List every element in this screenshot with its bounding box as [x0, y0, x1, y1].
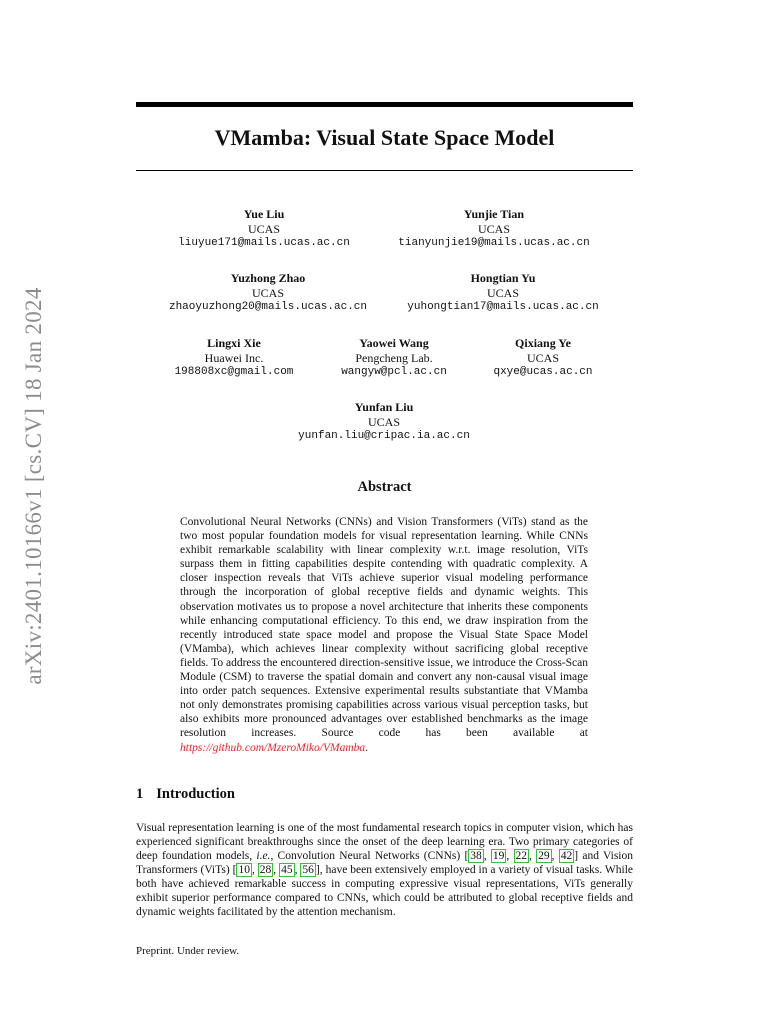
abstract-text: Convolutional Neural Networks (CNNs) and Vision Transformers (ViTs) stand as the two most popular foundation models for visual representation learning. While CNNs exhibit remarkable scalability with linear complexity w.r.t. image resolution, ViTs surpass them in fitting capabilities despite contending with quadratic complexity. A closer inspection reveals that ViTs achieve superior visual modeling performance through the incorporation of global receptive fields and dynamic weights. This observation motivates us to propose a novel architecture that inherits these components while enhancing computational efficiency. To this end, we draw inspiration from the recently introduced state space model and propose the Visual State Space Model (VMamba), which achieves linear complexity without sacrificing global receptive fields. To address the encountered direction-sensitive issue, we introduce the Cross-Scan Module (CSM) to traverse the spatial domain and convert any non-causal visual image into order patch sequences. Extensive experimental results substantiate that VMamba not only demonstrates promising capabilities across various visual perception tasks, but also exhibits more pronounced advantages over established benchmarks as the image resolution increases. Source code has been available at: [180, 516, 588, 740]
author-email[interactable]: yunfan.liu@cripac.ia.ac.cn: [298, 430, 470, 442]
author-block: [164, 336, 304, 380]
author-name: Lingxi Xie: [207, 336, 261, 350]
author-email[interactable]: yuhongtian17@mails.ucas.ac.cn: [407, 301, 599, 313]
intro-text: , Convolution Neural Networks (CNNs): [270, 850, 461, 862]
footer-note: Preprint. Under review.: [136, 945, 240, 957]
author-name: Hongtian Yu: [470, 271, 536, 285]
author-affiliation: UCAS: [477, 221, 510, 236]
citation-ref[interactable]: 22: [515, 850, 528, 862]
abstract-end: .: [365, 741, 369, 754]
intro-text: Visual representation learning is one of the most fundamental research topics in computer vision, which has experienced significant breakthroughs since the onset of the deep learning era. Two primary categories of deep foundation models,: [136, 822, 633, 862]
author-name: Qixiang Ye: [515, 336, 571, 350]
citation-ref[interactable]: 29: [538, 850, 550, 862]
arxiv-id: arXiv:2401.10166v1 [cs.CV] 18 Jan 2024: [21, 287, 46, 685]
author-affiliation: UCAS: [247, 221, 280, 236]
author-name: Yue Liu: [243, 207, 285, 221]
intro-text: and Vision Transformers (ViTs): [136, 850, 633, 876]
author-block: [478, 336, 608, 380]
intro-ie: i.e.: [256, 850, 271, 862]
author-affiliation: UCAS: [367, 414, 400, 429]
section-number: 1: [136, 786, 144, 802]
author-email[interactable]: tianyunjie19@mails.ucas.ac.cn: [398, 237, 590, 249]
abstract-body: [180, 515, 588, 755]
author-name: Yaowei Wang: [359, 336, 429, 350]
section-title: Introduction: [156, 786, 235, 802]
author-block: [393, 271, 613, 315]
author-name: Yuzhong Zhao: [230, 271, 306, 285]
author-block: [158, 271, 378, 315]
author-name: Yunfan Liu: [354, 400, 414, 414]
author-email[interactable]: wangyw@pcl.ac.cn: [341, 366, 447, 378]
author-email[interactable]: 198808xc@gmail.com: [174, 366, 294, 378]
section-heading: [136, 786, 235, 803]
author-affiliation: UCAS: [486, 285, 519, 300]
introduction-paragraph: Visual representation learning is one of the most fundamental research topics in computer vision, which has experienced significant breakthroughs since the onset of the deep learning era. Two primary categories of deep foundation models, i.e., Convolution Neural Networks (CNNs) [ 38 , 19 , 22 , 29 , 42 ] and Vision Transformers (ViTs) [ 10 , 28 , 45 , 56 ], have been extensively employed in a variety of visual tasks. While both have achieved remarkable success in computing expressive visual representations, ViTs generally exhibit superior performance compared to CNNs, which could be attributed to global receptive fields and dynamic weights facilitated by the attention mechanism.: [136, 822, 633, 918]
author-email[interactable]: qxye@ucas.ac.cn: [493, 366, 593, 378]
citation-ref[interactable]: 28: [259, 864, 272, 876]
author-block: [389, 207, 599, 251]
author-affiliation: UCAS: [251, 285, 284, 300]
author-affiliation: UCAS: [526, 350, 559, 365]
citation-ref[interactable]: 19: [492, 850, 505, 862]
author-block: [284, 400, 484, 444]
citation-ref[interactable]: 38: [470, 850, 482, 862]
author-email[interactable]: zhaoyuzhong20@mails.ucas.ac.cn: [168, 301, 368, 313]
paper-title: VMamba: Visual State Space Model: [214, 125, 555, 150]
author-block: [164, 207, 364, 251]
title-rule-bottom: [136, 170, 633, 171]
intro-text: , have been extensively employed in a variety of visual tasks. While both have achieved remarkable success in computing expressive visual representations, ViTs generally exhibit superior performance compared to CNNs, which could be attributed to global receptive fields and dynamic weights facilitated by the attention mechanism.: [136, 864, 633, 918]
source-code-link[interactable]: https://github.com/MzeroMiko/VMamba: [180, 741, 366, 754]
citation-ref[interactable]: 45: [281, 864, 293, 876]
title-rule-top: [136, 102, 633, 107]
author-email[interactable]: liuyue171@mails.ucas.ac.cn: [178, 237, 350, 249]
author-name: Yunjie Tian: [463, 207, 525, 221]
author-affiliation: Pengcheng Lab.: [355, 350, 433, 365]
author-block: [324, 336, 464, 380]
abstract-heading: Abstract: [357, 479, 412, 495]
citation-ref[interactable]: 56: [302, 864, 314, 876]
arxiv-stamp: [0, 0, 60, 1024]
citation-ref[interactable]: 42: [560, 850, 573, 862]
citation-ref[interactable]: 10: [238, 864, 250, 876]
author-affiliation: Huawei Inc.: [204, 350, 264, 365]
